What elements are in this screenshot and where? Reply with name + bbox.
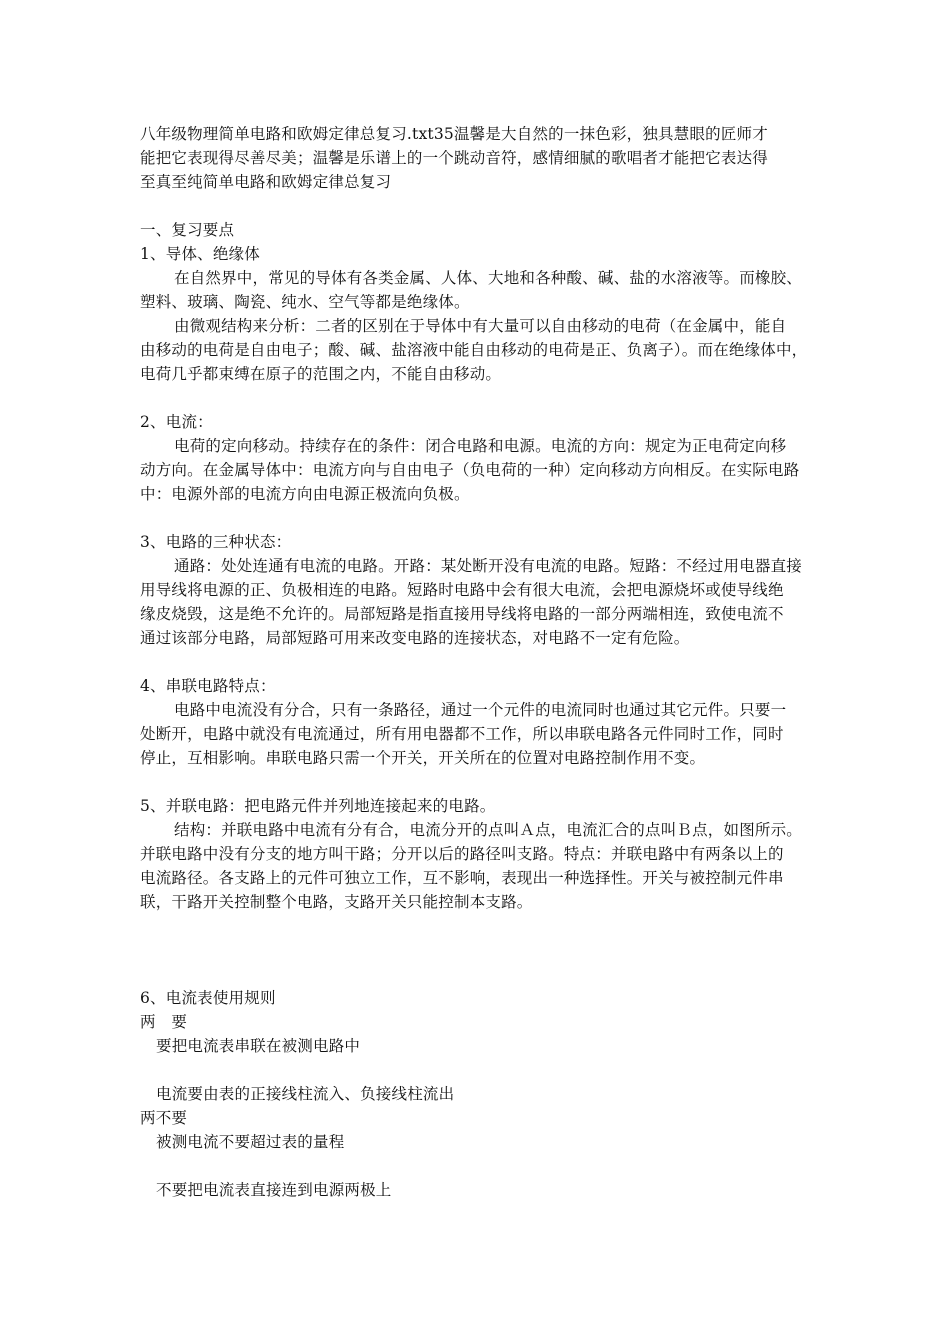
text-line: 结构：并联电路中电流有分有合，电流分开的点叫Ａ点，电流汇合的点叫Ｂ点，如图所示。 — [174, 821, 803, 839]
intro-paragraph — [140, 122, 820, 194]
section-heading: 一、复习要点 — [140, 221, 235, 239]
text-line: 能把它表现得尽善尽美；温馨是乐谱上的一个跳动音符，感情细腻的歌唱者才能把它表达得 — [140, 149, 769, 167]
text-line: 在自然界中，常见的导体有各类金属、人体、大地和各种酸、碱、盐的水溶液等。而橡胶、 — [174, 269, 803, 287]
subsection-heading: 6、电流表使用规则 — [140, 989, 276, 1007]
text-line: 电荷几乎都束缚在原子的范围之内，不能自由移动。 — [140, 365, 502, 383]
text-line: 中：电源外部的电流方向由电源正极流向负极。 — [140, 485, 470, 503]
text-line: 通路：处处连通有电流的电路。开路：某处断开没有电流的电路。短路：不经过用电器直接 — [174, 557, 803, 575]
text-line: 并联电路中没有分支的地方叫干路；分开以后的路径叫支路。特点：并联电路中有两条以上的 — [140, 845, 784, 863]
text-line: 动方向。在金属导体中：电流方向与自由电子（负电荷的一种）定向移动方向相反。在实际电路 — [140, 461, 800, 479]
document-page — [140, 122, 820, 1202]
subsection-heading: 5、并联电路：把电路元件并列地连接起来的电路。 — [140, 797, 496, 815]
subsection-heading: 3、电路的三种状态： — [140, 533, 292, 551]
rule-group-label: 两不要 — [140, 1109, 188, 1127]
text-line: 塑料、玻璃、陶瓷、纯水、空气等都是绝缘体。 — [140, 293, 470, 311]
text-line: 联，干路开关控制整个电路，支路开关只能控制本支路。 — [140, 893, 533, 911]
text-line: 至真至纯简单电路和欧姆定律总复习 — [140, 173, 392, 191]
text-line: 缘皮烧毁，这是绝不允许的。局部短路是指直接用导线将电路的一部分两端相连，致使电流不 — [140, 605, 784, 623]
text-line: 由微观结构来分析：二者的区别在于导体中有大量可以自由移动的电荷（在金属中，能自 — [174, 317, 787, 335]
subsection-heading: 2、电流： — [140, 413, 213, 431]
rule-item: 要把电流表串联在被测电路中 — [156, 1037, 361, 1055]
text-line: 电荷的定向移动。持续存在的条件：闭合电路和电源。电流的方向：规定为正电荷定向移 — [174, 437, 787, 455]
rule-item: 被测电流不要超过表的量程 — [156, 1133, 345, 1151]
subsection-heading: 1、导体、绝缘体 — [140, 245, 260, 263]
rule-item: 电流要由表的正接线柱流入、负接线柱流出 — [156, 1085, 455, 1103]
text-line: 通过该部分电路，局部短路可用来改变电路的连接状态，对电路不一定有危险。 — [140, 629, 690, 647]
subsection-heading: 4、串联电路特点： — [140, 677, 276, 695]
text-line: 电路中电流没有分合，只有一条路径，通过一个元件的电流同时也通过其它元件。只要一 — [174, 701, 787, 719]
text-line: 停止，互相影响。串联电路只需一个开关，开关所在的位置对电路控制作用不变。 — [140, 749, 706, 767]
text-line: 电流路径。各支路上的元件可独立工作，互不影响，表现出一种选择性。开关与被控制元件串 — [140, 869, 784, 887]
text-line: 由移动的电荷是自由电子；酸、碱、盐溶液中能自由移动的电荷是正、负离子）。而在绝缘体中， — [140, 341, 808, 359]
rule-item: 不要把电流表直接连到电源两极上 — [156, 1181, 392, 1199]
text-line: 处断开，电路中就没有电流通过，所有用电器都不工作，所以串联电路各元件同时工作，同时 — [140, 725, 784, 743]
rule-group-label: 两 要 — [140, 1013, 188, 1031]
text-line: 八年级物理简单电路和欧姆定律总复习.txt35温馨是大自然的一抹色彩，独具慧眼的匠师才 — [140, 125, 768, 143]
text-line: 用导线将电源的正、负极相连的电路。短路时电路中会有很大电流，会把电源烧坏或使导线绝 — [140, 581, 784, 599]
